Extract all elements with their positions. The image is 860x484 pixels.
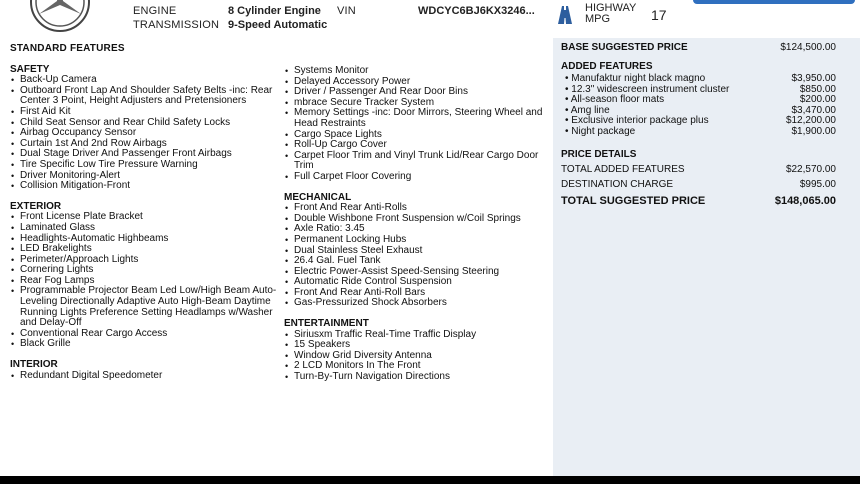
list-item: • 26.4 Gal. Fuel Tank bbox=[284, 256, 546, 267]
list-item: • Rear Fog Lamps bbox=[10, 276, 280, 287]
added-features-section bbox=[561, 61, 836, 137]
brand-logo-icon bbox=[30, 0, 90, 32]
list-item: • Electric Power-Assist Speed-Sensing Steering bbox=[284, 267, 546, 278]
list-item: • Headlights-Automatic Highbeams bbox=[10, 234, 280, 245]
list-item: • Delayed Accessory Power bbox=[284, 77, 546, 88]
list-item: • Laminated Glass bbox=[10, 223, 280, 234]
added-feature-price: $3,470.00 bbox=[791, 104, 836, 116]
list-item: • Conventional Rear Cargo Access bbox=[10, 329, 280, 340]
list-item: • Automatic Ride Control Suspension bbox=[284, 277, 546, 288]
total-added-label: TOTAL ADDED FEATURES bbox=[561, 164, 685, 175]
added-feature-name: Exclusive interior package plus bbox=[571, 115, 709, 126]
exterior-title: EXTERIOR bbox=[10, 200, 62, 212]
destination-value: $995.00 bbox=[799, 179, 836, 190]
list-item: • 15 Speakers bbox=[284, 340, 546, 351]
added-feature-price: $850.00 bbox=[799, 83, 836, 95]
price-details-heading: PRICE DETAILS bbox=[561, 149, 637, 160]
added-feature-name: Night package bbox=[571, 125, 636, 137]
base-price-value: $124,500.00 bbox=[780, 42, 836, 53]
engine-label: ENGINE bbox=[133, 5, 177, 17]
list-item: • Dual Stage Driver And Passenger Front Airbags bbox=[10, 149, 280, 160]
total-price-label: TOTAL SUGGESTED PRICE bbox=[561, 195, 706, 207]
mechanical-list bbox=[284, 203, 546, 309]
vin-value: WDCYC6BJ6KX3246... bbox=[418, 5, 535, 17]
list-item: • Black Grille bbox=[10, 339, 280, 350]
features-column-middle bbox=[284, 66, 546, 383]
safety-list bbox=[10, 75, 280, 192]
destination-row bbox=[561, 179, 836, 190]
list-item: • Tire Specific Low Tire Pressure Warning bbox=[10, 160, 280, 171]
price-details-title bbox=[561, 149, 836, 160]
interior-title: INTERIOR bbox=[10, 359, 58, 371]
list-item: • Full Carpet Floor Covering bbox=[284, 172, 546, 183]
list-item: • Curtain 1st And 2nd Row Airbags bbox=[10, 139, 280, 150]
entertainment-list bbox=[284, 330, 546, 383]
list-item: • Permanent Locking Hubs bbox=[284, 235, 546, 246]
base-price-label: BASE SUGGESTED PRICE bbox=[561, 42, 688, 53]
added-feature-name: 12.3" widescreen instrument cluster bbox=[571, 83, 730, 95]
list-item: • Front And Rear Anti-Roll Bars bbox=[284, 288, 546, 299]
added-feature-row: • Night package $1,900.00 bbox=[565, 125, 836, 137]
list-item: • Front License Plate Bracket bbox=[10, 212, 280, 223]
exterior-list bbox=[10, 212, 280, 350]
added-feature-row: • 12.3" widescreen instrument cluster $850.00 bbox=[565, 83, 836, 95]
list-item: • Axle Ratio: 3.45 bbox=[284, 224, 546, 235]
list-item: • Systems Monitor bbox=[284, 66, 546, 77]
list-item: • Double Wishbone Front Suspension w/Coil Springs bbox=[284, 214, 546, 225]
highway-mpg-value: 17 bbox=[651, 7, 667, 23]
list-item: • Programmable Projector Beam Led Low/High Beam Auto-Leveling Directionally Adaptive Auto High-Beam Daytime Running Lights Preference Setting Headlamps w/Washer and Delay-Off bbox=[10, 286, 280, 328]
added-feature-row: • Manufaktur night black magno $3,950.00 bbox=[565, 73, 836, 84]
list-item: • Child Seat Sensor and Rear Child Safety Locks bbox=[10, 118, 280, 129]
added-feature-name: All-season floor mats bbox=[570, 94, 665, 105]
list-item: • Roll-Up Cargo Cover bbox=[284, 140, 546, 151]
highway-mpg-label: HIGHWAY MPG bbox=[585, 2, 637, 25]
added-feature-name: Amg line bbox=[570, 104, 610, 116]
list-item: • Cornering Lights bbox=[10, 265, 280, 276]
header-action-button[interactable] bbox=[693, 0, 855, 4]
added-feature-row: • Amg line $3,470.00 bbox=[565, 104, 836, 116]
highway-icon bbox=[557, 6, 573, 24]
total-added-row bbox=[561, 164, 836, 175]
list-item: • Gas-Pressurized Shock Absorbers bbox=[284, 298, 546, 309]
list-item: • Outboard Front Lap And Shoulder Safety Belts -inc: Rear Center 3 Point, Height Adjusters and Pretensioners bbox=[10, 86, 280, 107]
mechanical-title: MECHANICAL bbox=[284, 191, 352, 203]
list-item: • First Aid Kit bbox=[10, 107, 280, 118]
list-item: • mbrace Secure Tracker System bbox=[284, 98, 546, 109]
entertainment-title: ENTERTAINMENT bbox=[284, 318, 369, 330]
list-item: • Cargo Space Lights bbox=[284, 130, 546, 141]
total-price-value: $148,065.00 bbox=[774, 195, 836, 207]
standard-features-title: STANDARD FEATURES bbox=[10, 43, 125, 54]
list-item: • Driver / Passenger And Rear Door Bins bbox=[284, 87, 546, 98]
added-feature-price: $200.00 bbox=[799, 94, 836, 105]
list-item: • Carpet Floor Trim and Vinyl Trunk Lid/Rear Cargo Door Trim bbox=[284, 151, 546, 172]
list-item: • Back-Up Camera bbox=[10, 75, 280, 86]
transmission-value: 9-Speed Automatic bbox=[228, 19, 328, 31]
base-price-row bbox=[561, 42, 836, 53]
interior-continued-list bbox=[284, 66, 546, 183]
list-item: • Redundant Digital Speedometer bbox=[10, 371, 280, 382]
list-item: • Collision Mitigation-Front bbox=[10, 181, 280, 192]
added-feature-name: Manufaktur night black magno bbox=[571, 73, 706, 84]
total-added-value: $22,570.00 bbox=[785, 164, 836, 175]
interior-list bbox=[10, 371, 280, 382]
added-feature-price: $1,900.00 bbox=[791, 125, 836, 137]
list-item: • Memory Settings -inc: Door Mirrors, Steering Wheel and Head Restraints bbox=[284, 108, 546, 129]
safety-title: SAFETY bbox=[10, 63, 50, 75]
added-feature-price: $3,950.00 bbox=[791, 73, 836, 84]
list-item: • Turn-By-Turn Navigation Directions bbox=[284, 372, 546, 383]
list-item: • Driver Monitoring-Alert bbox=[10, 171, 280, 182]
spec-header bbox=[0, 0, 860, 38]
list-item: • Window Grid Diversity Antenna bbox=[284, 351, 546, 362]
added-feature-row: • All-season floor mats $200.00 bbox=[565, 94, 836, 105]
list-item: • Dual Stainless Steel Exhaust bbox=[284, 246, 546, 257]
transmission-label: TRANSMISSION bbox=[133, 19, 220, 31]
added-feature-price: $12,200.00 bbox=[785, 115, 836, 126]
total-price-row bbox=[561, 195, 836, 207]
added-feature-row: • Exclusive interior package plus $12,200.00 bbox=[565, 115, 836, 126]
list-item: • LED Brakelights bbox=[10, 244, 280, 255]
engine-value: 8 Cylinder Engine bbox=[228, 5, 321, 17]
list-item: • Airbag Occupancy Sensor bbox=[10, 128, 280, 139]
list-item: • 2 LCD Monitors In The Front bbox=[284, 361, 546, 372]
vin-label: VIN bbox=[337, 5, 356, 17]
list-item: • Perimeter/Approach Lights bbox=[10, 255, 280, 266]
list-item: • Siriusxm Traffic Real-Time Traffic Display bbox=[284, 330, 546, 341]
added-features-title: ADDED FEATURES bbox=[561, 61, 653, 72]
features-column-left bbox=[10, 44, 280, 381]
list-item: • Front And Rear Anti-Rolls bbox=[284, 203, 546, 214]
destination-label: DESTINATION CHARGE bbox=[561, 179, 674, 190]
